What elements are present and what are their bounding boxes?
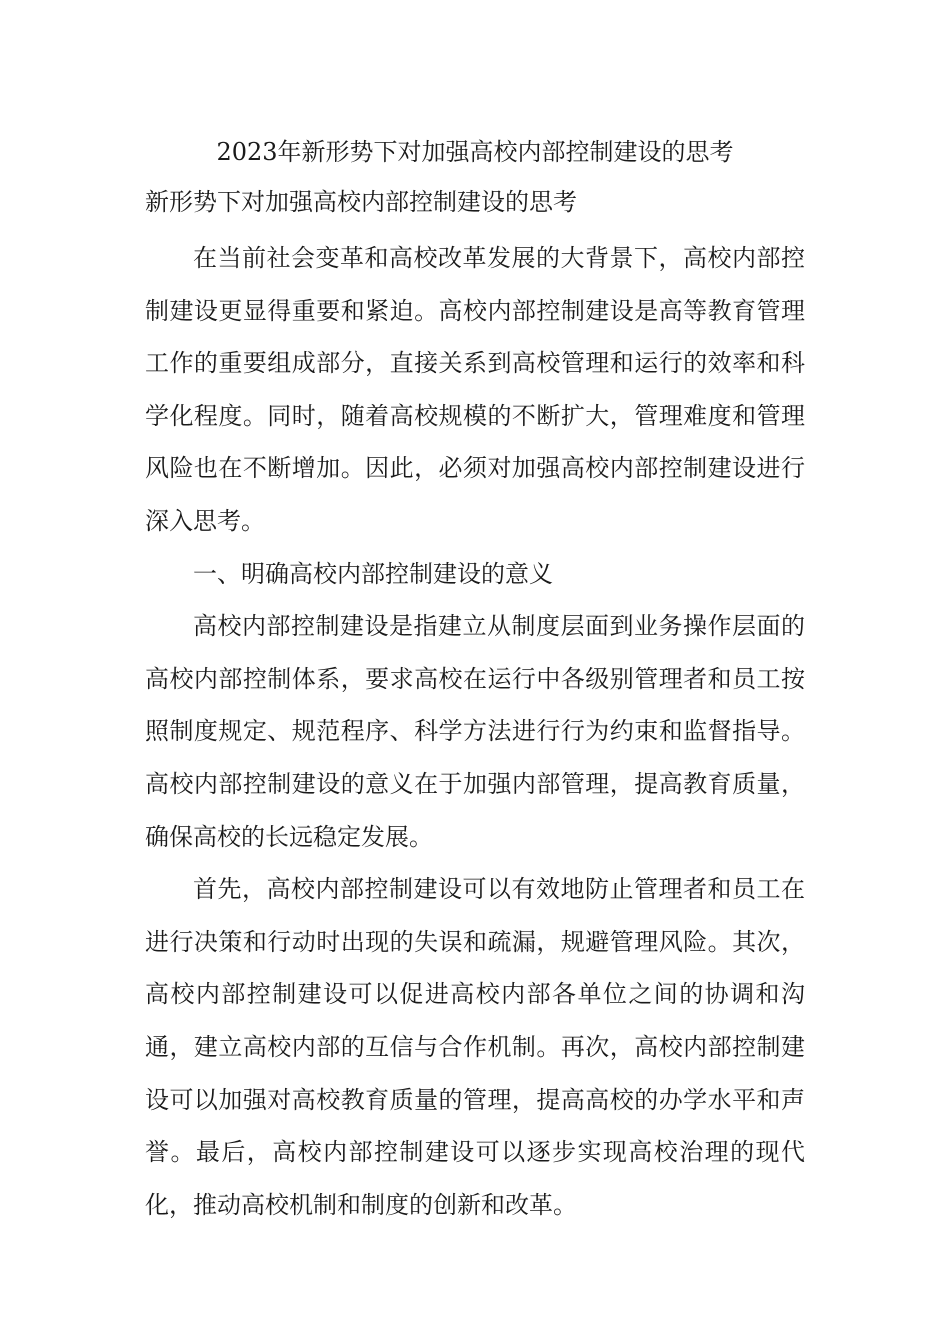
section-heading-1: 一、明确高校内部控制建设的意义	[193, 559, 553, 588]
document-title: 2023年新形势下对加强高校内部控制建设的思考	[216, 138, 734, 166]
paragraph-intro: 在当前社会变革和高校改革发展的大背景下，高校内部控制建设更显得重要和紧迫。高校内部控制建设是高等教育管理工作的重要组成部分，直接关系到高校管理和运行的效率和科学化程度。同时，随着高校规模的不断扩大，管理难度和管理风险也在不断增加。因此，必须对加强高校内部控制建设进行深入思考。	[145, 244, 805, 535]
paragraph-definition: 高校内部控制建设是指建立从制度层面到业务操作层面的高校内部控制体系，要求高校在运行中各级别管理者和员工按照制度规定、规范程序、科学方法进行行为约束和监督指导。高校内部控制建设的意义在于加强内部管理，提高教育质量，确保高校的长远稳定发展。	[145, 612, 805, 851]
document-body	[145, 232, 805, 1231]
document-subtitle: 新形势下对加强高校内部控制建设的思考	[145, 188, 577, 216]
paragraph-significance: 首先，高校内部控制建设可以有效地防止管理者和员工在进行决策和行动时出现的失误和疏漏，规避管理风险。其次，高校内部控制建设可以促进高校内部各单位之间的协调和沟通，建立高校内部的互信与合作机制。再次，高校内部控制建设可以加强对高校教育质量的管理，提高高校的办学水平和声誉。最后，高校内部控制建设可以逐步实现高校治理的现代化，推动高校机制和制度的创新和改革。	[145, 875, 805, 1219]
